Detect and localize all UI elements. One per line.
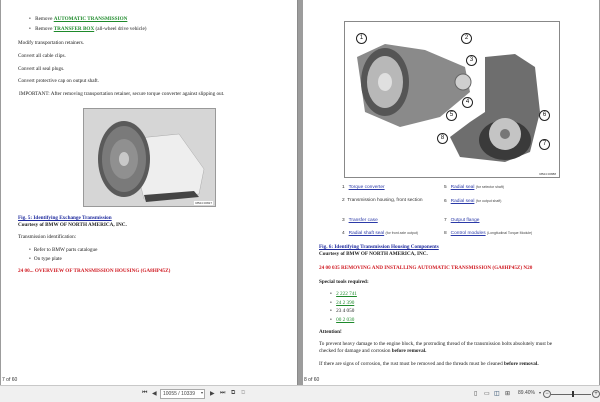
bullet-prefix: Remove bbox=[35, 26, 53, 32]
link-fig6[interactable]: Fig. 6: Identifying Transmission Housing Components bbox=[319, 244, 439, 250]
prev-page-icon[interactable]: ◀ bbox=[152, 391, 157, 397]
copy-page-icon[interactable]: ⧉ bbox=[231, 390, 236, 396]
page-number: 7 of 60 bbox=[2, 377, 18, 383]
transmission-image bbox=[84, 109, 215, 206]
legend-item-7 bbox=[444, 218, 479, 223]
legend-item-1 bbox=[342, 185, 385, 190]
legend-num: 6 bbox=[444, 199, 447, 204]
attention-label: Attention! bbox=[319, 329, 342, 335]
legend-num: 1 bbox=[342, 185, 345, 190]
figure-code: RB24 00888 bbox=[539, 172, 556, 176]
zoom-slider[interactable] bbox=[551, 394, 591, 395]
figure-code: RB24 00827 bbox=[195, 201, 212, 205]
para-protective-cap: Convert protective cap on output shaft. bbox=[18, 78, 99, 84]
link-torque-converter[interactable]: Torque converter bbox=[348, 185, 385, 190]
page-dropdown-icon[interactable]: ▾ bbox=[201, 390, 204, 395]
legend-item-6 bbox=[444, 199, 501, 204]
link-transfer-case[interactable]: Transfer case bbox=[348, 218, 378, 223]
legend-num: 4 bbox=[342, 231, 345, 236]
continuous-view-icon[interactable]: ▭ bbox=[484, 391, 490, 397]
legend-item-4 bbox=[342, 231, 418, 236]
link-radial-shaft-seal[interactable]: Radial shaft seal bbox=[348, 231, 385, 236]
link-tool-002030[interactable]: 00 2 030 bbox=[336, 317, 355, 323]
para-prevent-damage-cont bbox=[319, 348, 426, 355]
special-tools-label: Special tools required: bbox=[319, 279, 369, 285]
callout-8: 8 bbox=[437, 133, 448, 144]
section-heading: 24 00 035 REMOVING AND INSTALLING AUTOMATIC TRANSMISSION (GA8HP45Z) N20 bbox=[319, 265, 533, 271]
bullet-suffix: (all-wheel drive vehicle) bbox=[95, 26, 147, 32]
transmission-housing-image bbox=[345, 22, 559, 177]
bullet-remove-transmission bbox=[29, 16, 127, 22]
legend-num: 7 bbox=[444, 218, 447, 223]
link-output-flange[interactable]: Output flange bbox=[450, 218, 480, 223]
link-tool-242390[interactable]: 24 2 390 bbox=[336, 300, 355, 306]
zoom-out-button[interactable]: − bbox=[543, 390, 551, 398]
legend-num: 5 bbox=[444, 185, 447, 190]
status-bar bbox=[0, 385, 600, 402]
paste-page-icon[interactable]: ⧉ bbox=[241, 390, 246, 396]
callout-5: 5 bbox=[446, 110, 457, 121]
list-item: • On type plate bbox=[29, 256, 62, 262]
link-radial-seal-selector[interactable]: Radial seal bbox=[450, 185, 475, 190]
para-cable-clips: Convert all cable clips. bbox=[18, 53, 66, 59]
page-number: 8 of 60 bbox=[304, 377, 320, 383]
link-automatic-transmission[interactable]: AUTOMATIC TRANSMISSION bbox=[53, 16, 128, 22]
legend-note: (Longitudinal Torque Module) bbox=[486, 231, 533, 235]
two-page-view-icon[interactable]: ◫ bbox=[494, 391, 500, 397]
callout-3: 3 bbox=[466, 55, 477, 66]
legend-item-2 bbox=[342, 198, 432, 204]
list-item: • Refer to BMW parts catalogue bbox=[29, 247, 97, 253]
callout-4: 4 bbox=[462, 97, 473, 108]
figure-caption bbox=[18, 215, 112, 222]
zoom-level[interactable]: 89.40% bbox=[518, 390, 535, 396]
para-modify-retainers: Modify transportation retainers. bbox=[18, 40, 85, 46]
bullet-remove-transfer-box bbox=[29, 26, 147, 32]
courtesy-text: Courtesy of BMW OF NORTH AMERICA, INC. bbox=[18, 222, 127, 228]
link-control-modules[interactable]: Control modules bbox=[450, 231, 486, 236]
text: checked for damage and corrosion bbox=[319, 348, 391, 354]
page-number-input[interactable]: 10055 / 10339 bbox=[160, 389, 205, 399]
para-corrosion bbox=[319, 361, 539, 368]
legend-text: Transmission housing, front section bbox=[347, 198, 423, 203]
text-bold: before removal. bbox=[503, 361, 539, 367]
figure-exchange-transmission bbox=[83, 108, 216, 207]
courtesy-text: Courtesy of BMW OF NORTH AMERICA, INC. bbox=[319, 251, 428, 257]
legend-note: (for output shaft) bbox=[475, 199, 502, 203]
para-prevent-damage: To prevent heavy damage to the engine block, the protruding thread of the transmission bolts absolutely must be bbox=[319, 341, 553, 347]
link-tool-2222741[interactable]: 2 222 741 bbox=[336, 291, 357, 297]
legend-item-5 bbox=[444, 185, 504, 190]
tool-234050: 23 4 050 bbox=[336, 308, 355, 314]
bullet-prefix: Remove bbox=[35, 16, 53, 22]
first-page-icon[interactable]: ⏮ bbox=[142, 390, 148, 396]
legend-note: (for selector shaft) bbox=[475, 185, 504, 189]
zoom-in-button[interactable]: + bbox=[592, 390, 600, 398]
tool-item bbox=[330, 300, 354, 306]
zoom-dropdown-icon[interactable]: ▾ bbox=[539, 390, 542, 395]
next-page-icon[interactable]: ▶ bbox=[210, 391, 215, 397]
identification-label: Transmission identification: bbox=[18, 234, 77, 240]
callout-1: 1 bbox=[356, 33, 367, 44]
legend-num: 8 bbox=[444, 231, 447, 236]
legend-item-8 bbox=[444, 231, 532, 236]
callout-6: 6 bbox=[539, 110, 550, 121]
para-important: IMPORTANT: After removing transportation retainer, secure torque converter against slipping out. bbox=[19, 91, 225, 97]
text-bold: before removal. bbox=[391, 348, 427, 354]
section-heading: 24 00... OVERVIEW OF TRANSMISSION HOUSING (GA8HP45Z) bbox=[18, 268, 171, 274]
callout-2: 2 bbox=[461, 33, 472, 44]
text: If there are signs of corrosion, the rust must be removed and the threads must be cleaned bbox=[319, 361, 503, 367]
tool-item bbox=[330, 291, 357, 297]
tool-item bbox=[330, 317, 354, 323]
page-right bbox=[303, 0, 599, 385]
zoom-slider-thumb[interactable] bbox=[572, 391, 574, 397]
legend-note: (for front axle output) bbox=[385, 231, 418, 235]
two-page-continuous-icon[interactable]: ⊞ bbox=[505, 391, 511, 397]
figure-caption bbox=[319, 244, 439, 251]
legend-item-3 bbox=[342, 218, 378, 223]
callout-7: 7 bbox=[539, 139, 550, 150]
link-radial-seal-output[interactable]: Radial seal bbox=[450, 199, 475, 204]
link-transfer-box[interactable]: TRANSFER BOX bbox=[53, 26, 95, 32]
page-left bbox=[1, 0, 298, 385]
last-page-icon[interactable]: ⏭ bbox=[220, 390, 226, 396]
single-page-view-icon[interactable]: ▯ bbox=[474, 391, 478, 397]
tool-item bbox=[330, 308, 354, 314]
figure-housing-components bbox=[344, 21, 560, 178]
link-fig5[interactable]: Fig. 5: Identifying Exchange Transmission bbox=[18, 215, 112, 221]
legend-num: 2 bbox=[342, 198, 345, 203]
legend-num: 3 bbox=[342, 218, 345, 223]
para-seal-plugs: Convert all seal plugs. bbox=[18, 66, 65, 72]
